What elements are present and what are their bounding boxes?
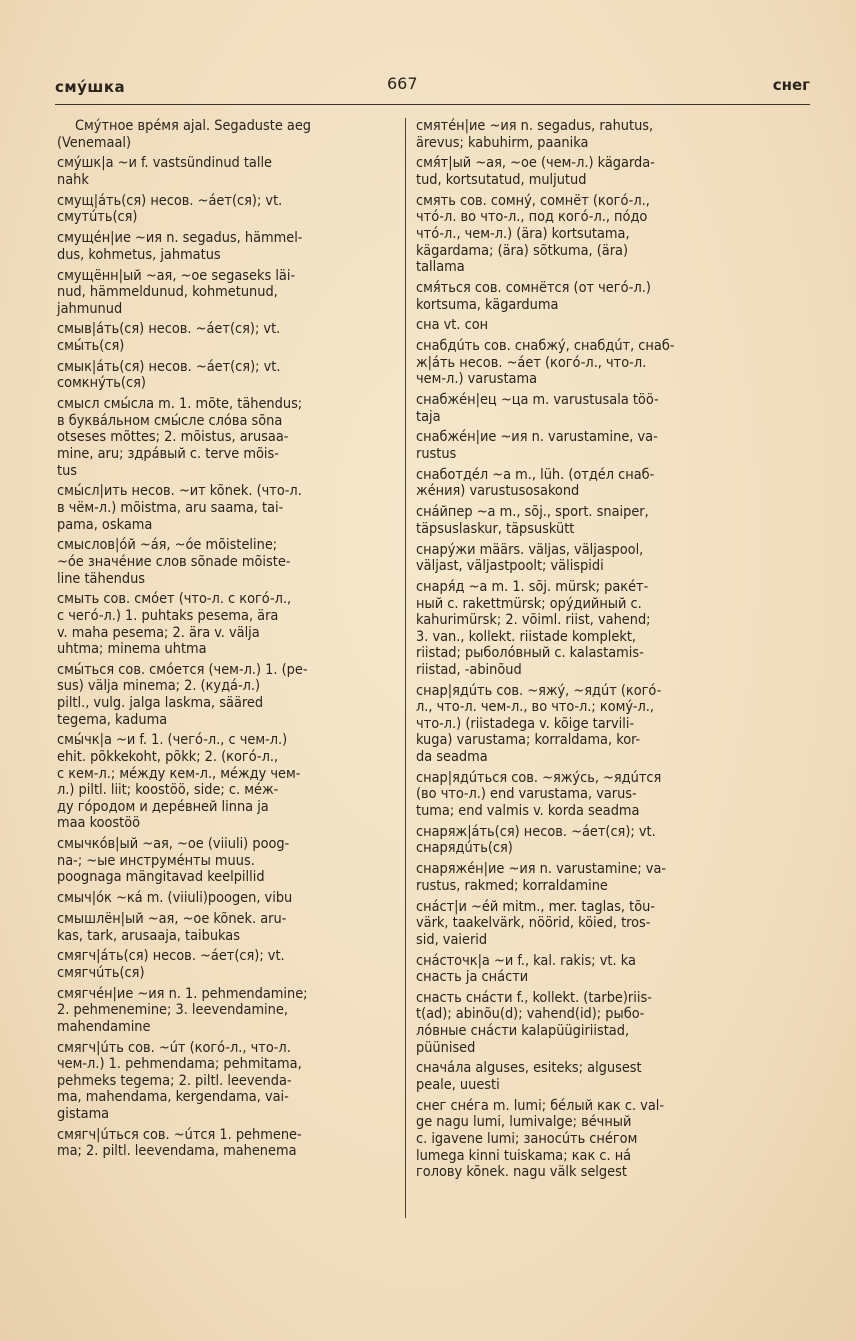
dictionary-entry: смышлён|ый ~ая, ~ое kõnek. aru- kas, tark, arusaaja, taibukas — [57, 910, 287, 944]
dictionary-entry: снáйпер ~а m., sõj., sport. snaiper, täpsuslaskur, täpsuskütt — [416, 504, 649, 537]
dictionary-entry: смы́чк|а ~и f. 1. (чегó-л., с чем-л.) ehit. põkkekoht, põkk; 2. (когó-л., с кем-л.; мéжду кем-л., мéжду чем- л.) piltl. liit; koostöö, side; с. мéж- ду гóродом и дерéвней linna ja maa koostöö — [57, 732, 301, 832]
dictionary-entry: смягч|úться сов. ~úтся 1. pehmene- ma; 2. piltl. leevendama, mahenema — [57, 1126, 302, 1160]
dictionary-entry: снаботдéл ~а m., lüh. (отдéл снаб- жéния) varustusosakond — [416, 466, 655, 500]
dictionary-entry: смятéн|ие ~ия n. segadus, rahutus, ärevus; kabuhirm, paanika — [416, 118, 654, 151]
header-right-word: снег — [772, 76, 810, 94]
dictionary-entry: смык|áть(ся) несов. ~áет(ся); vt. сомкнýть(ся) — [57, 358, 281, 392]
dictionary-entry: смущéн|ие ~ия n. segadus, hämmel- dus, kohmetus, jahmatus — [57, 230, 303, 263]
dictionary-entry: снаряж|áть(ся) несов. ~áет(ся); vt. снарядúть(ся) — [416, 823, 656, 857]
dictionary-entry: смы́сл|ить несов. ~ит kõnek. (что-л. в чём-л.) mõistma, aru saama, tai- pama, oskama — [57, 483, 302, 533]
dictionary-entry: смягчéн|ие ~ия n. 1. pehmendamine; 2. pehmenemine; 3. leevendamine, mahendamine — [57, 985, 308, 1035]
dictionary-entry: снáст|и ~éй mitm., mer. taglas, tõu- värk, taakelvärk, nöörid, köied, tros- sid, vaierid — [416, 898, 656, 948]
dictionary-entry: смущ|áть(ся) несов. ~áет(ся); vt. смутúть(ся) — [57, 192, 283, 226]
dictionary-entry: снар|ядúться сов. ~яжýсь, ~ядúтся (во что-л.) end varustama, varus- tuma; end valmis v. korda seadma — [416, 769, 662, 819]
dictionary-entry: снар|ядúть сов. ~яжý, ~ядúт (когó- л., что-л. чем-л., во что-л.; комý-л., что-л.) (riistadega v. kõige tarvili- kuga) varustama; korraldama, kor- da seadma — [416, 682, 662, 766]
dictionary-entry: снáсточк|а ~и f., kal. rakis; vt. ka снасть ja снáсти — [416, 952, 636, 986]
dictionary-entry: снасть снáсти f., kollekt. (tarbe)riis- t(ad); abinõu(d); vahend(id); рыбо- лóвные снáсти kalapüügiriistad, püünised — [416, 989, 652, 1056]
dictionary-entry: смыв|áть(ся) несов. ~áет(ся); vt. смы́ть(ся) — [57, 321, 281, 355]
dictionary-entry: смя́т|ый ~ая, ~ое (чем-л.) kägarda- tud, kortsutatud, muljutud — [416, 155, 655, 188]
dictionary-entry: снабжéн|ец ~ца m. varustusala töö- taja — [416, 392, 659, 425]
header-left-word: смýшка — [55, 78, 126, 96]
page-header — [55, 74, 810, 100]
left-column — [57, 118, 393, 1164]
dictionary-entry: смягч|áть(ся) несов. ~áет(ся); vt. смягчúть(ся) — [57, 948, 285, 981]
header-rule — [55, 104, 810, 105]
dictionary-entry: сна vt. сон — [416, 317, 489, 334]
dictionary-entry: снег снéга m. lumi; бéлый как с. val- ge nagu lumi, lumivalge; вéчный с. igavene lumi; заносúть снéгом lumega kinni tuiskama; как с. нá голову kõnek. nagu välk selgest — [416, 1097, 665, 1181]
dictionary-entry: смычкóв|ый ~ая, ~ое (viiuli) poog- na-; ~ые инструмéнты muus. poognaga mängitavad keelpillid — [57, 836, 290, 886]
right-column — [416, 118, 754, 1185]
dictionary-entry: смять сов. сомнý, сомнёт (когó-л., чтó-л. во что-л., под когó-л., пóдо чтó-л., чем-л.) (ära) kortsutama, kägardama; (ära) sõtkuma, (ära) tallama — [416, 192, 650, 276]
dictionary-entry: смыч|óк ~кá m. (viiuli)poogen, vibu — [57, 890, 293, 907]
dictionary-entry: смущённ|ый ~ая, ~ое segaseks läi- nud, hämmeldunud, kohmetunud, jahmunud — [57, 267, 296, 317]
dictionary-entry: снарýжи määrs. väljas, väljaspool, väljast, väljastpoolt; välispidi — [416, 541, 644, 575]
dictionary-entry: снаря́д ~а m. 1. sõj. mürsk; ракéт- ный с. rakettmürsk; орýдийный с. kahurimürsk; 2. võiml. riist, vahend; 3. van., kollekt. riistade komplekt, riistad; рыболóвный с. kalastamis- riistad, -abinõud — [416, 578, 651, 678]
dictionary-entry: смы́ться сов. смóется (чем-л.) 1. (pe- sus) välja minema; 2. (кудá-л.) piltl., vulg. jalga laskma, sääred tegema, kaduma — [57, 661, 308, 728]
column-divider — [405, 118, 406, 1218]
dictionary-entry: смыть сов. смóет (что-л. с когó-л., с чегó-л.) 1. puhtaks pesema, ära v. maha pesema; 2. ära v. välja uhtma; minema uhtma — [57, 591, 292, 658]
dictionary-entry: Смýтное врéмя ajal. Segaduste aeg (Venemaal) — [57, 118, 312, 151]
dictionary-entry: смя́ться сов. сомнётся (от чегó-л.) kortsuma, kägarduma — [416, 279, 651, 313]
page-number: 667 — [387, 74, 418, 93]
dictionary-entry: смýшк|а ~и f. vastsündinud talle nahk — [57, 155, 273, 188]
dictionary-entry: смысл смы́сла m. 1. mõte, tähendus; в буквáльном смы́сле слóва sõna otseses mõttes; 2. mõistus, arusaa- mine, aru; здрáвый с. terve mõis- tus — [57, 396, 303, 479]
dictionary-entry: снаряжéн|ие ~ия n. varustamine; va- rustus, rakmed; korraldamine — [416, 861, 667, 894]
dictionary-entry: снабдúть сов. снабжý, снабдúт, снаб- ж|áть несов. ~áет (когó-л., что-л. чем-л.) varustama — [416, 338, 675, 388]
dictionary-entry: снабжéн|ие ~ия n. varustamine, va- rustus — [416, 429, 658, 462]
dictionary-entry: сначáла alguses, esiteks; algusest peale, uuesti — [416, 1060, 642, 1094]
dictionary-entry: смыслов|óй ~áя, ~óе mõisteline; ~óе значéние слов sõnade mõiste- line tähendus — [57, 537, 291, 587]
dictionary-entry: смягч|úть сов. ~úт (когó-л., что-л. чем-л.) 1. pehmendama; pehmitama, pehmeks tegema; 2. piltl. leevenda- ma, mahendama, kergendama, vai- gistama — [57, 1039, 302, 1123]
